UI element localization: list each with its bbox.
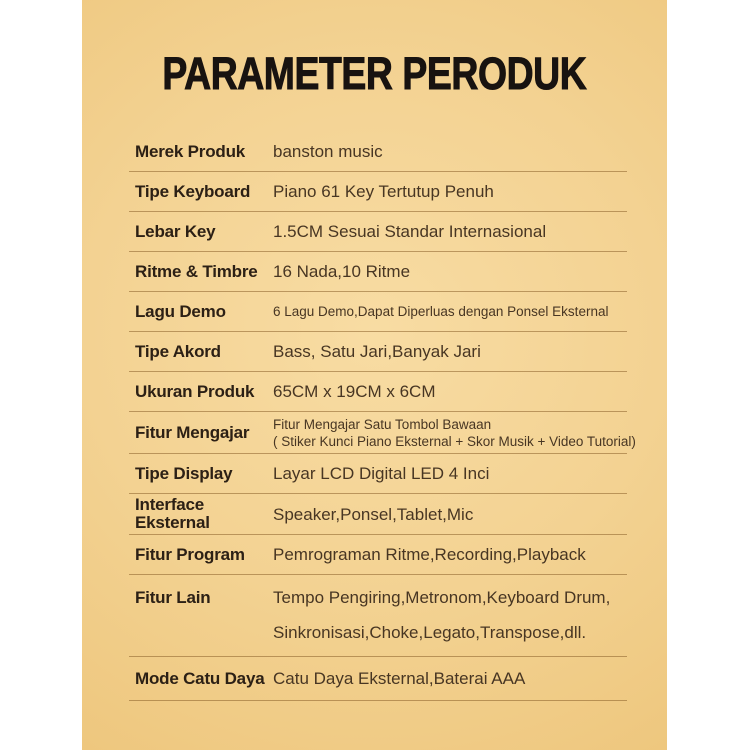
table-row xyxy=(129,292,627,332)
row-label-line: Merek Produk xyxy=(135,141,246,161)
row-label xyxy=(129,383,273,401)
row-label xyxy=(129,424,273,442)
row-label-line: Interface xyxy=(135,495,205,514)
row-value xyxy=(273,262,627,281)
row-value-line: Pemrograman Ritme,Recording,Playback xyxy=(273,545,586,564)
row-value xyxy=(273,580,627,650)
row-value-line: Sinkronisasi,Choke,Legato,Transpose,dll. xyxy=(273,623,587,642)
parameter-table xyxy=(129,132,636,701)
row-label xyxy=(129,183,273,201)
row-label-line: Ukuran Produk xyxy=(135,381,255,401)
table-row xyxy=(129,252,627,292)
product-parameter-panel xyxy=(82,0,667,750)
row-value-line: Piano 61 Key Tertutup Penuh xyxy=(273,182,494,201)
table-row xyxy=(129,212,627,252)
row-label-line: Ritme & Timbre xyxy=(135,261,258,281)
row-value xyxy=(273,669,627,688)
row-value-line: 1.5CM Sesuai Standar Internasional xyxy=(273,222,547,241)
table-row xyxy=(129,172,627,212)
row-value xyxy=(273,464,627,483)
row-label xyxy=(129,223,273,241)
row-value-line: Tempo Pengiring,Metronom,Keyboard Drum, xyxy=(273,588,611,607)
row-label-line: Lagu Demo xyxy=(135,301,226,321)
table-row xyxy=(129,657,627,701)
row-label-line: Tipe Akord xyxy=(135,341,221,361)
table-row xyxy=(129,132,627,172)
row-value xyxy=(273,142,627,161)
row-label-line: Fitur Mengajar xyxy=(135,422,250,442)
row-label xyxy=(129,303,273,321)
row-value-line: 6 Lagu Demo,Dapat Diperluas dengan Ponsel Eksternal xyxy=(273,304,609,319)
page-title-text: PARAMETER PERODUK xyxy=(162,48,587,99)
row-value-line: banston music xyxy=(273,142,383,161)
table-row xyxy=(129,372,627,412)
row-label xyxy=(129,263,273,281)
row-label-line: Eksternal xyxy=(135,513,210,532)
table-row xyxy=(129,535,627,575)
table-row xyxy=(129,575,627,657)
row-value-line: Catu Daya Eksternal,Baterai AAA xyxy=(273,669,526,688)
row-value xyxy=(273,303,627,320)
row-value xyxy=(273,545,627,564)
row-label xyxy=(129,143,273,161)
row-label xyxy=(129,670,273,688)
row-value-line: 65CM x 19CM x 6CM xyxy=(273,382,436,401)
row-label xyxy=(129,496,273,532)
row-value-line: Bass, Satu Jari,Banyak Jari xyxy=(273,342,481,361)
row-label-line: Lebar Key xyxy=(135,221,216,241)
row-value-line: Speaker,Ponsel,Tablet,Mic xyxy=(273,504,474,524)
row-value-line: 16 Nada,10 Ritme xyxy=(273,262,411,281)
table-row xyxy=(129,412,636,454)
row-label-line: Fitur Lain xyxy=(135,588,211,607)
row-label xyxy=(129,580,273,615)
row-value-line: Fitur Mengajar Satu Tombol Bawaan xyxy=(273,416,492,432)
row-label-line: Tipe Display xyxy=(135,463,233,483)
row-label-line: Mode Catu Daya xyxy=(135,668,265,688)
row-label-line: Tipe Keyboard xyxy=(135,181,251,201)
row-value-line: ( Stiker Kunci Piano Eksternal + Skor Musik + Video Tutorial) xyxy=(273,433,636,449)
row-label xyxy=(129,343,273,361)
table-row xyxy=(129,454,627,494)
row-value xyxy=(273,416,636,450)
row-label xyxy=(129,465,273,483)
row-value xyxy=(273,182,627,201)
row-value xyxy=(273,505,627,524)
row-value-line: Layar LCD Digital LED 4 Inci xyxy=(273,464,490,483)
table-row xyxy=(129,494,627,535)
row-value xyxy=(273,382,627,401)
row-value xyxy=(273,342,627,361)
row-label xyxy=(129,546,273,564)
page-title xyxy=(82,48,667,111)
row-value xyxy=(273,222,627,241)
table-row xyxy=(129,332,627,372)
row-label-line: Fitur Program xyxy=(135,544,245,564)
